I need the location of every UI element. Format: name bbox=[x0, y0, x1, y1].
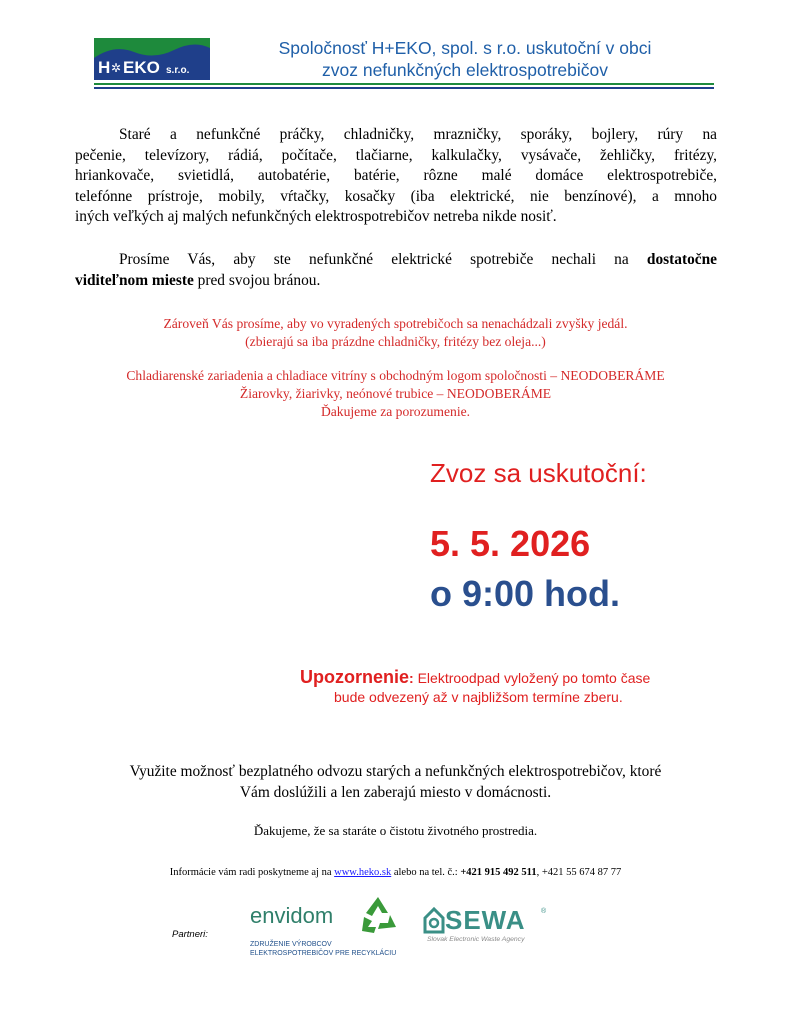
request-text: pred svojou bránou. bbox=[197, 271, 321, 289]
envidom-name: envidom bbox=[250, 903, 334, 928]
note-food-line2: (zbierajú sa iba prázdne chladničky, fritézy bez oleja...) bbox=[245, 334, 546, 349]
heko-logo bbox=[94, 38, 210, 80]
sewa-sub: Slovak Electronic Waste Agency bbox=[427, 936, 525, 943]
closing-line2: Vám doslúžili a len zaberajú miesto v domácnosti. bbox=[239, 784, 552, 801]
intro-line: hriankovače, svietidlá, autobatérie, batérie, rôzne malé domáce elektrospotrebiče, bbox=[75, 167, 717, 184]
logo-sro: s.r.o. bbox=[166, 65, 190, 76]
collection-date: 5. 5. 2026 bbox=[430, 523, 591, 564]
intro-line: pečenie, televízory, rádiá, počítače, tlačiarne, kalkulačky, vysávače, žehličky, fritézy, bbox=[75, 146, 717, 164]
intro-line: iných veľkých aj malých nefunkčných elektrospotrebičov netreba nikde nosiť. bbox=[75, 208, 557, 225]
logo-h: H bbox=[98, 58, 111, 77]
envidom-sub1: ZDRUŽENIE VÝROBCOV bbox=[250, 941, 332, 948]
intro-line: telefónne prístroje, mobily, vŕtačky, kosačky (iba elektrické, nie benzínové), a mnoho bbox=[75, 187, 717, 205]
request-paragraph bbox=[75, 250, 717, 291]
partners-label: Partneri: bbox=[172, 929, 208, 940]
svg-text:✲: ✲ bbox=[111, 61, 122, 75]
contact-prefix: Informácie vám radi poskytneme aj na bbox=[169, 867, 332, 878]
intro-paragraph bbox=[75, 125, 717, 228]
note-exclusion-line1: Chladiarenské zariadenia a chladiace vitríny s obchodným logom spoločnosti – NEODOBERÁME bbox=[126, 368, 665, 383]
warning-label: Upozornenie bbox=[300, 667, 410, 687]
header-title-line1: Spoločnosť H+EKO, spol. s r.o. uskutoční v obci bbox=[278, 38, 652, 58]
website-link[interactable]: www.heko.sk bbox=[334, 867, 392, 878]
contact-phone2: +421 55 674 87 77 bbox=[541, 867, 622, 878]
warning-line1 bbox=[300, 667, 650, 688]
warning-colon: : bbox=[409, 670, 414, 686]
contact-phone1: +421 915 492 511 bbox=[460, 867, 537, 878]
note-exclusion-line2: Žiarovky, žiarivky, neónové trubice – NEODOBERÁME bbox=[239, 386, 552, 401]
contact-separator: , bbox=[536, 867, 540, 878]
header-rule-blue bbox=[94, 87, 714, 89]
warning-line2: bude odvezený až v najbližšom termíne zberu. bbox=[334, 689, 623, 705]
sewa-logo bbox=[423, 906, 553, 956]
closing-thanks: Ďakujeme, že sa staráte o čistotu životného prostredia. bbox=[253, 823, 538, 838]
request-bold: viditeľnom mieste bbox=[75, 271, 194, 289]
collection-heading: Zvoz sa uskutoční: bbox=[430, 458, 647, 488]
envidom-logo bbox=[250, 893, 400, 963]
house-icon bbox=[423, 906, 445, 934]
warning-text: Elektroodpad vyložený po tomto čase bbox=[417, 670, 651, 686]
request-bold: dostatočne bbox=[646, 251, 717, 268]
intro-line: Staré a nefunkčné práčky, chladničky, mrazničky, sporáky, bojlery, rúry na bbox=[119, 126, 717, 143]
header-rule-green bbox=[94, 83, 714, 85]
header-title-line2: zvoz nefunkčných elektrospotrebičov bbox=[322, 60, 608, 80]
logo-eko: EKO bbox=[123, 58, 160, 77]
note-thanks: Ďakujeme za porozumenie. bbox=[320, 404, 471, 419]
contact-middle: alebo na tel. č.: bbox=[393, 867, 458, 878]
note-food-line1: Zároveň Vás prosíme, aby vo vyradených spotrebičoch sa nenachádzali zvyšky jedál. bbox=[163, 316, 628, 331]
sewa-name: SEWA bbox=[445, 905, 526, 935]
sewa-registered: ® bbox=[541, 908, 547, 915]
request-text: Prosíme Vás, aby ste nefunkčné elektrické spotrebiče nechali na bbox=[119, 251, 629, 268]
recycle-icon bbox=[358, 893, 398, 935]
envidom-sub2: ELEKTROSPOTREBIČOV PRE RECYKLÁCIU bbox=[250, 950, 397, 957]
collection-time: o 9:00 hod. bbox=[430, 573, 621, 614]
contact-line bbox=[0, 866, 791, 880]
closing-line1: Využite možnosť bezplatného odvozu starých a nefunkčných elektrospotrebičov, ktoré bbox=[129, 763, 662, 780]
